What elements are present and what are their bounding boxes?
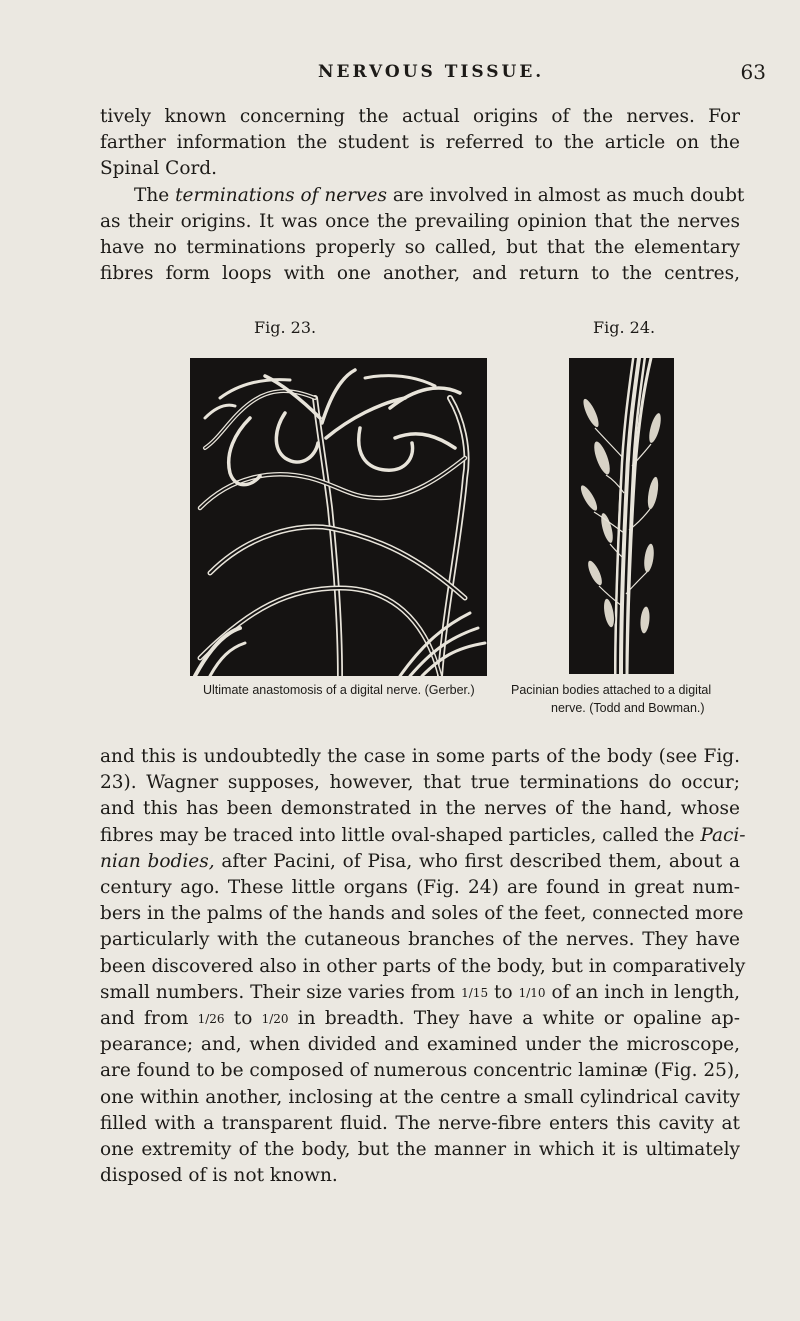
- text-line: bers in the palms of the hands and soles of the feet, connected more: [100, 903, 744, 925]
- fig24-caption-line2: nerve. (Todd and Bowman.): [551, 701, 705, 715]
- text-segment: fibres may be traced into little oval-shaped particles, called the: [100, 824, 701, 846]
- text-line: fibres form loops with one another, and return to the centres,: [100, 263, 740, 285]
- text-segment: to: [224, 1008, 262, 1030]
- text-segment: small numbers. Their size varies from: [100, 981, 462, 1003]
- text-line: farther information the student is referred to the article on the: [100, 132, 740, 154]
- text-line: century ago. These little organs (Fig. 24) are found in great num-: [100, 877, 740, 899]
- text-line: disposed of is not known.: [100, 1165, 338, 1187]
- fig23-label: Fig. 23.: [254, 318, 317, 337]
- paragraph-bottom: [100, 744, 746, 1189]
- pacinian-bodies-drawing: [569, 358, 674, 674]
- text-line: one extremity of the body, but the manner in which it is ultimately: [100, 1139, 740, 1161]
- text-segment: are involved in almost as much doubt: [386, 184, 745, 206]
- text-line: been discovered also in other parts of the body, but in comparatively: [100, 955, 746, 977]
- text-segment: of an inch in length,: [545, 981, 740, 1003]
- fraction: 1/26: [197, 1012, 225, 1027]
- text-segment: after Pacini, of Pisa, who first described them, about a: [214, 850, 740, 872]
- text-segment: and from: [100, 1008, 198, 1030]
- text-line: 23). Wagner supposes, however, that true terminations do occur;: [100, 772, 740, 794]
- fig24-illustration: [569, 358, 674, 674]
- text-line: [100, 183, 745, 209]
- page-number: 63: [740, 60, 766, 84]
- running-head: [0, 62, 800, 86]
- paragraph-top: [100, 104, 740, 183]
- italic-term: Paci-: [700, 824, 746, 846]
- fraction: 1/10: [518, 985, 546, 1000]
- text-line: particularly with the cutaneous branches of the nerves. They have: [100, 929, 740, 951]
- nerve-anastomosis-drawing: [190, 358, 487, 676]
- italic-term: nian bodies,: [100, 850, 215, 872]
- fraction: 1/20: [261, 1012, 289, 1027]
- paragraph-terminations: [100, 183, 745, 288]
- text-line: filled with a transparent fluid. The nerve-fibre enters this cavity at: [100, 1112, 740, 1134]
- fig24-caption-line1: Pacinian bodies attached to a digital: [511, 683, 712, 697]
- text-line: and this is undoubtedly the case in some parts of the body (see Fig.: [100, 746, 740, 767]
- text-segment: in breadth. They have a white or opaline ap-: [288, 1008, 740, 1030]
- fig23-caption: Ultimate anastomosis of a digital nerve. (Gerber.): [203, 683, 475, 697]
- running-title: NERVOUS TISSUE.: [318, 62, 545, 82]
- fraction: 1/15: [461, 985, 489, 1000]
- text-line: [100, 823, 746, 849]
- text-line: have no terminations properly so called, but that the elementary: [100, 237, 740, 258]
- text-line: [100, 980, 740, 1006]
- text-line: [100, 849, 740, 875]
- text-line: Spinal Cord.: [100, 158, 218, 180]
- text-line: pearance; and, when divided and examined under the microscope,: [100, 1034, 740, 1056]
- text-segment: The: [134, 184, 176, 206]
- text-segment: to: [488, 981, 519, 1003]
- text-line: tively known concerning the actual origins of the nerves. For: [100, 106, 740, 127]
- text-line: one within another, inclosing at the centre a small cylindrical cavity: [100, 1086, 740, 1108]
- fig24-label: Fig. 24.: [593, 318, 656, 337]
- text-line: [100, 1006, 740, 1032]
- text-line: as their origins. It was once the prevailing opinion that the nerves: [100, 210, 740, 232]
- italic-term: terminations of nerves: [175, 184, 387, 206]
- text-line: and this has been demonstrated in the nerves of the hand, whose: [100, 798, 740, 820]
- fig23-illustration: [190, 358, 487, 676]
- text-line: are found to be composed of numerous concentric laminæ (Fig. 25),: [100, 1060, 740, 1082]
